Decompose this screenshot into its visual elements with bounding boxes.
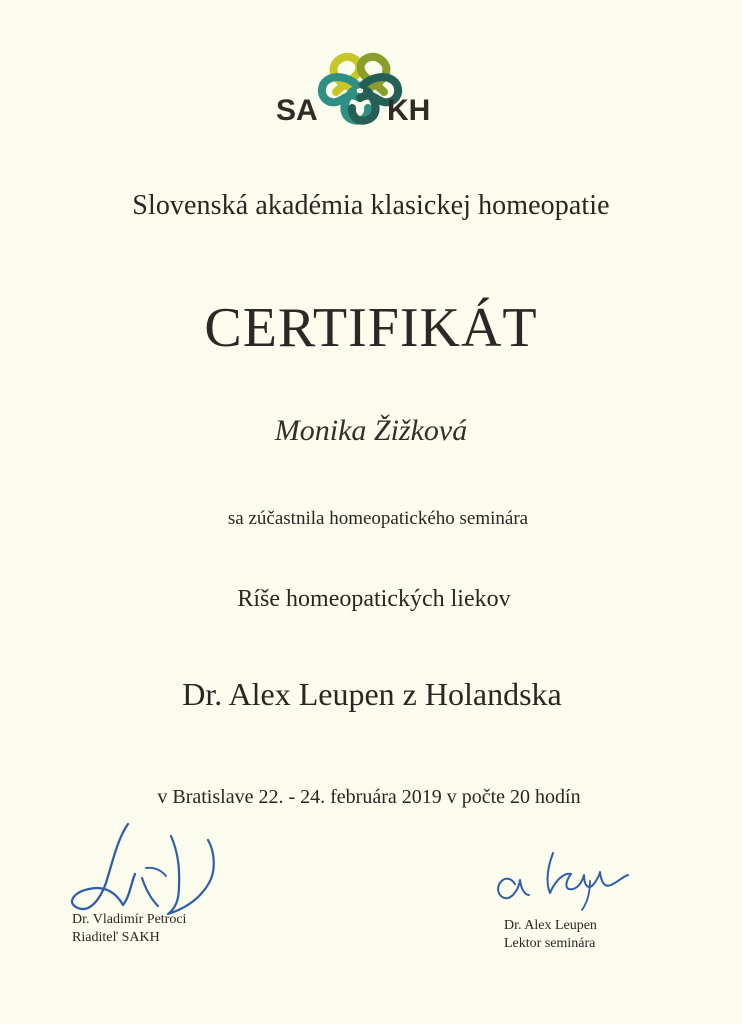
participation-text: sa zúčastnila homeopatického seminára (227, 508, 529, 529)
recipient-name: Monika Žižková (274, 414, 468, 447)
lecturer-line: Dr. Alex Leupen z Holandska (182, 676, 562, 712)
right-signature-svg (494, 846, 634, 912)
certificate-title: CERTIFIKÁT (204, 297, 538, 359)
place-date-line: v Bratislave 22. - 24. februára 2019 v počte 20 hodín (157, 786, 581, 808)
logo-text-left: SA (276, 94, 318, 127)
left-signature-stroke-2 (142, 878, 158, 906)
right-signer-name: Dr. Alex Leupen (504, 918, 597, 933)
left-signer-role: Riaditeľ SAKH (72, 930, 160, 945)
right-signature-caption (504, 917, 597, 953)
sakh-logo-svg (270, 36, 450, 132)
sakh-logo (270, 36, 450, 132)
left-signature-caption (72, 911, 186, 947)
institution-name: Slovenská akadémia klasickej homeopatie (132, 190, 610, 221)
left-signature-stroke-1 (72, 824, 135, 909)
logo-text-right: KH (387, 94, 431, 127)
right-signature-stroke-2 (548, 853, 628, 893)
right-signature-stroke-1 (498, 879, 529, 899)
left-signature-stroke-4 (146, 868, 166, 876)
seminar-title: Ríše homeopatických liekov (237, 586, 511, 612)
right-signature (494, 846, 634, 912)
right-signer-role: Lektor seminára (504, 936, 596, 951)
left-signer-name: Dr. Vladimír Petroci (72, 912, 187, 927)
left-signature-stroke-3 (168, 836, 214, 914)
